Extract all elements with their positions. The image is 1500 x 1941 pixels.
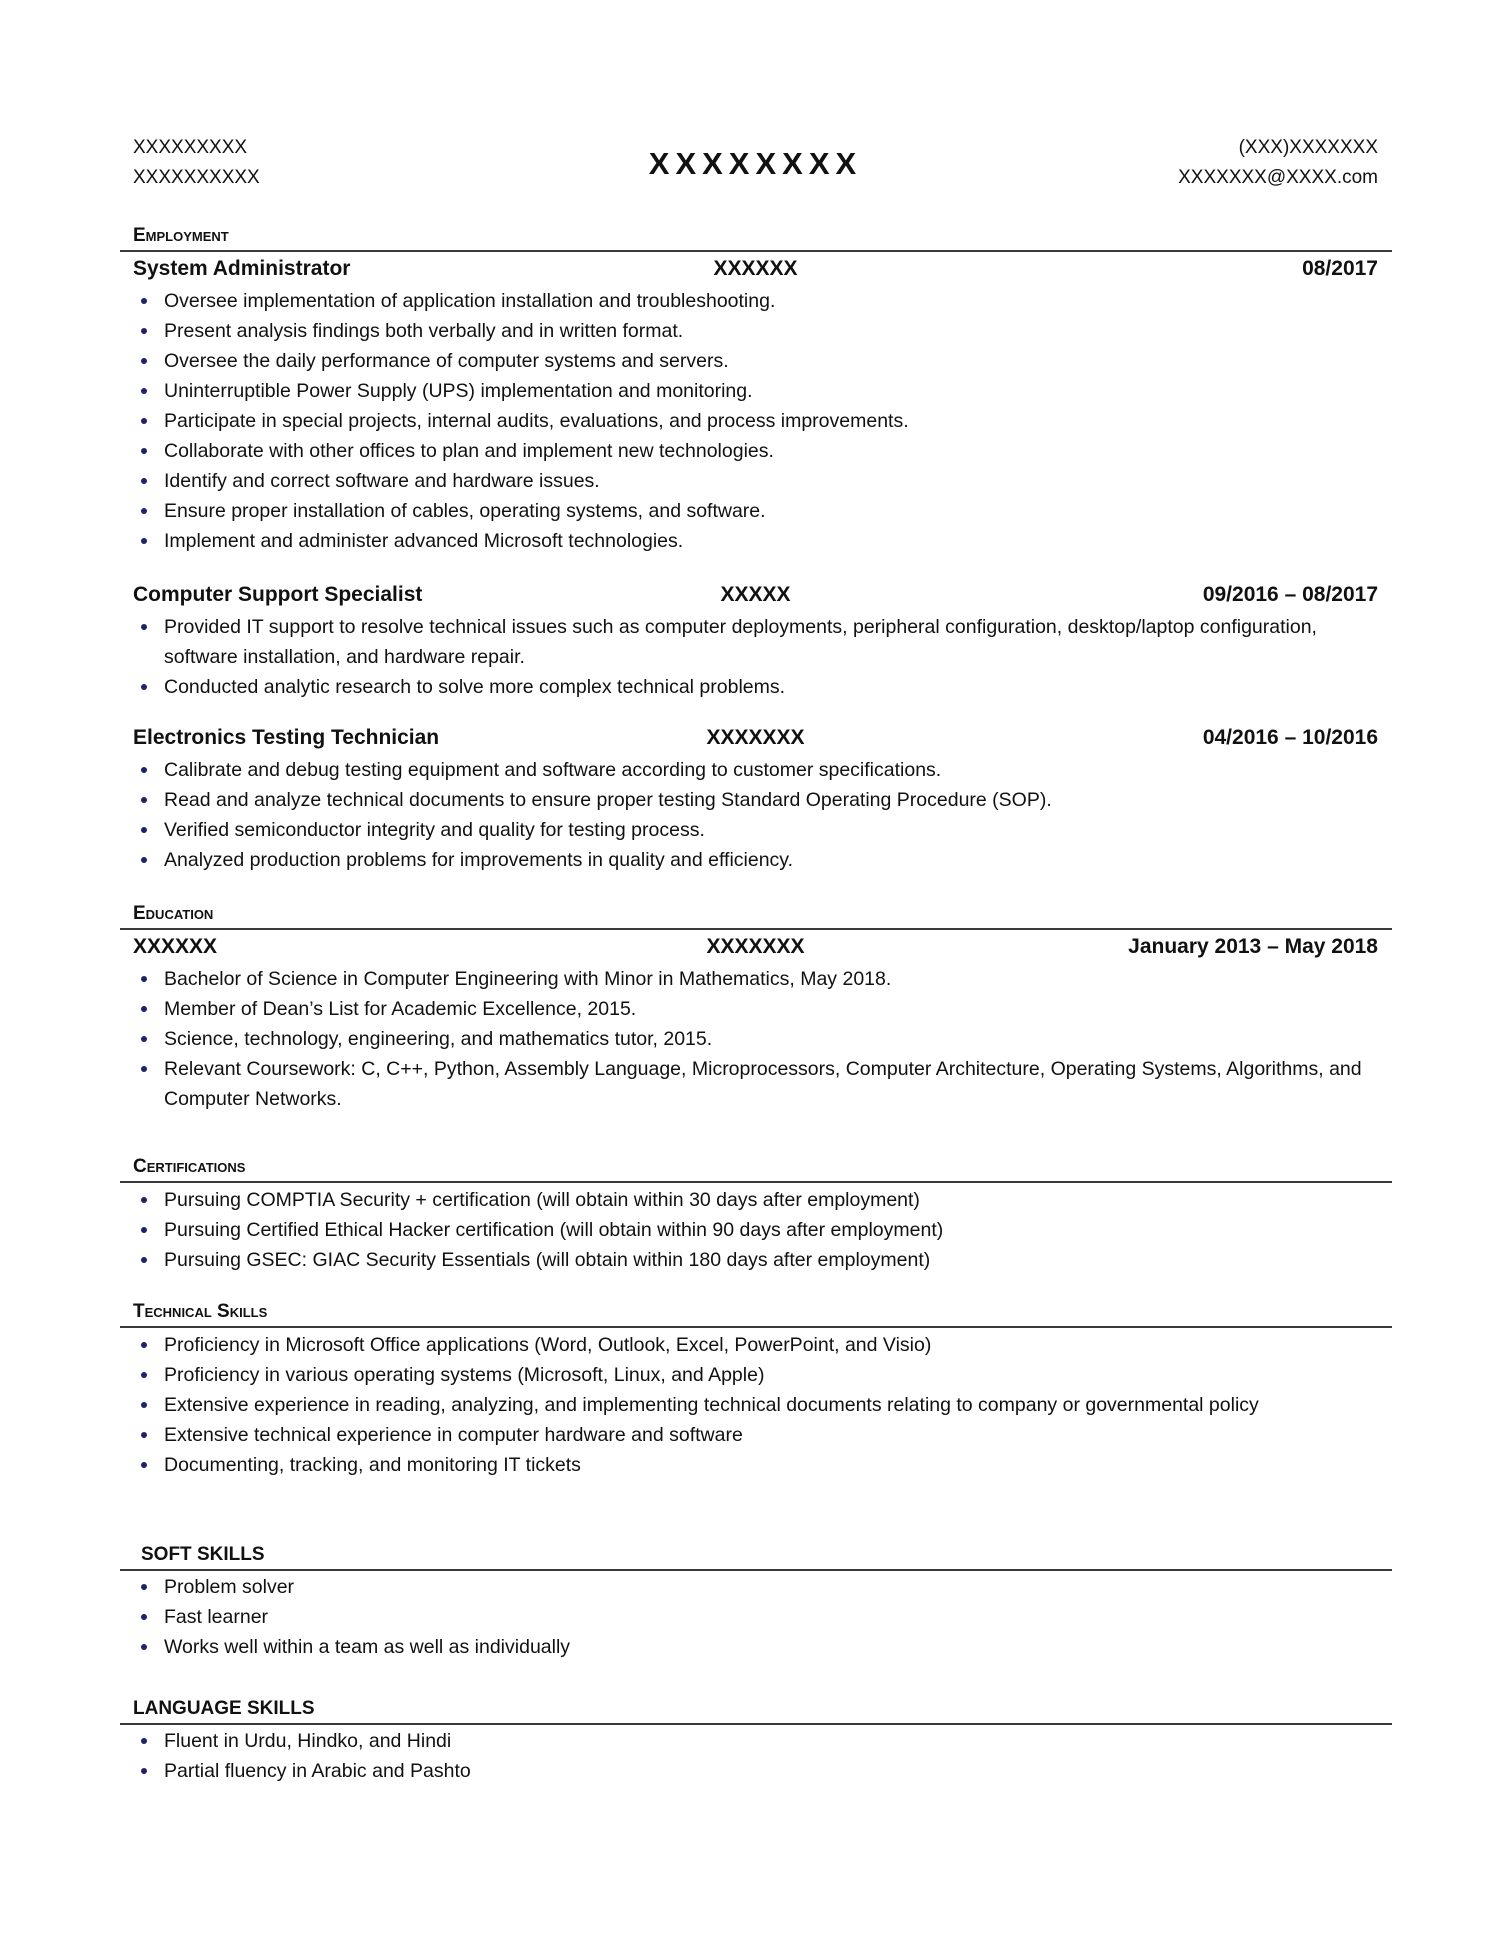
- job-dates: 09/2016 – 08/2017: [1202, 583, 1378, 606]
- list-item: [120, 1390, 1379, 1420]
- bullet-text: Analyzed production problems for improvements in quality and efficiency.: [164, 849, 794, 871]
- bullet-icon: [141, 1006, 147, 1012]
- bullet-icon: [141, 478, 147, 484]
- education-section: [120, 902, 1392, 1114]
- contact-info-block: [1178, 133, 1378, 193]
- job-dates: 08/2017: [1302, 257, 1378, 280]
- bullet-text: Works well within a team as well as individually: [164, 1636, 571, 1658]
- technical-skills-bullets: [120, 1330, 1392, 1480]
- section-heading: [120, 1697, 1392, 1725]
- list-item: [120, 286, 1379, 316]
- list-item: [120, 316, 1379, 346]
- bullet-icon: [141, 298, 147, 304]
- bullet-text: Fast learner: [164, 1606, 269, 1628]
- bullet-text: Implement and administer advanced Microsoft technologies.: [164, 530, 684, 552]
- list-item: [120, 1420, 1379, 1450]
- bullet-text: Identify and correct software and hardware issues.: [164, 470, 600, 492]
- list-item: [120, 376, 1379, 406]
- bullet-icon: [141, 767, 147, 773]
- bullet-icon: [141, 1432, 147, 1438]
- job-header: [133, 721, 1378, 755]
- list-item: [120, 845, 1379, 875]
- bullet-text: Calibrate and debug testing equipment and software according to customer specifications.: [164, 759, 942, 781]
- bullet-text: Oversee the daily performance of computer systems and servers.: [164, 350, 729, 372]
- bullet-text: Uninterruptible Power Supply (UPS) implementation and monitoring.: [164, 380, 753, 402]
- bullet-icon: [141, 1644, 147, 1650]
- language-skills-bullets: [120, 1726, 1392, 1786]
- list-item: [120, 526, 1379, 556]
- section-heading: [120, 224, 1392, 252]
- list-item: [120, 755, 1379, 785]
- list-item: [120, 1245, 1379, 1275]
- bullet-icon: [141, 1768, 147, 1774]
- list-item: [120, 1360, 1379, 1390]
- job-bullets: [120, 612, 1392, 702]
- certifications-section: [120, 1155, 1392, 1275]
- bullet-text: Member of Dean’s List for Academic Excellence, 2015.: [164, 998, 637, 1020]
- bullet-icon: [141, 508, 147, 514]
- bullet-icon: [141, 448, 147, 454]
- employment-section: [120, 224, 1392, 252]
- job-header: [133, 578, 1378, 612]
- school-name: XXXXXX: [133, 935, 218, 958]
- job-company: XXXXX: [720, 583, 791, 606]
- soft-skills-bullets: [120, 1572, 1392, 1662]
- bullet-text: Proficiency in various operating systems (Microsoft, Linux, and Apple): [164, 1364, 765, 1386]
- job-bullets: [120, 286, 1392, 556]
- bullet-icon: [141, 1372, 147, 1378]
- section-heading: [120, 1543, 1392, 1571]
- bullet-icon: [141, 1066, 147, 1072]
- bullet-text: Bachelor of Science in Computer Engineering with Minor in Mathematics, May 2018.: [164, 968, 892, 990]
- bullet-icon: [141, 418, 147, 424]
- address-line-2: XXXXXXXXXX: [133, 167, 260, 188]
- bullet-text: Science, technology, engineering, and mathematics tutor, 2015.: [164, 1028, 713, 1050]
- candidate-name: XXXXXXXX: [648, 146, 863, 181]
- bullet-icon: [141, 1584, 147, 1590]
- bullet-text: Fluent in Urdu, Hindko, and Hindi: [164, 1730, 452, 1752]
- certifications-bullets: [120, 1185, 1392, 1275]
- bullet-text: Problem solver: [164, 1576, 295, 1598]
- bullet-icon: [141, 1036, 147, 1042]
- bullet-text: Read and analyze technical documents to ensure proper testing Standard Operating Procedure (SOP).: [164, 789, 1052, 811]
- bullet-text: Collaborate with other offices to plan and implement new technologies.: [164, 440, 774, 462]
- bullet-icon: [141, 1614, 147, 1620]
- job-title: Electronics Testing Technician: [133, 726, 440, 749]
- list-item: [120, 1185, 1379, 1215]
- bullet-icon: [141, 1257, 147, 1263]
- phone-number: (XXX)XXXXXXX: [1238, 137, 1378, 158]
- list-item: [120, 1054, 1379, 1114]
- bullet-text: Extensive technical experience in computer hardware and software: [164, 1424, 743, 1446]
- job-title: System Administrator: [133, 257, 351, 280]
- list-item: [120, 496, 1379, 526]
- list-item: [120, 346, 1379, 376]
- list-item: [120, 406, 1379, 436]
- list-item: [120, 1330, 1379, 1360]
- list-item: [120, 1632, 1379, 1662]
- bullet-icon: [141, 358, 147, 364]
- list-item: [120, 785, 1379, 815]
- job-company: XXXXXXX: [706, 726, 805, 749]
- education-header: [133, 930, 1378, 964]
- education-dates: January 2013 – May 2018: [1128, 935, 1378, 958]
- soft-skills-heading: SOFT SKILLS: [141, 1544, 265, 1565]
- list-item: [120, 1602, 1379, 1632]
- job-header: [133, 252, 1378, 286]
- education-heading: Education: [133, 903, 214, 924]
- bullet-text: Ensure proper installation of cables, operating systems, and software.: [164, 500, 766, 522]
- list-item: [120, 1024, 1379, 1054]
- bullet-text: Present analysis findings both verbally and in written format.: [164, 320, 684, 342]
- bullet-text: Extensive experience in reading, analyzing, and implementing technical documents relating to company or governmental policy: [164, 1394, 1259, 1416]
- job-entry: [120, 252, 1392, 556]
- bullet-text: Relevant Coursework: C, C++, Python, Assembly Language, Microprocessors, Computer Architecture, Operating Systems, Algorithms, and Computer Networks.: [164, 1058, 1362, 1110]
- list-item: [120, 672, 1379, 702]
- bullet-icon: [141, 1462, 147, 1468]
- section-heading: [120, 902, 1392, 930]
- technical-skills-heading: Technical Skills: [133, 1301, 268, 1322]
- bullet-icon: [141, 538, 147, 544]
- bullet-icon: [141, 857, 147, 863]
- bullet-text: Participate in special projects, internal audits, evaluations, and process improvements.: [164, 410, 909, 432]
- list-item: [120, 1726, 1379, 1756]
- section-heading: [120, 1300, 1392, 1328]
- bullet-icon: [141, 1197, 147, 1203]
- bullet-icon: [141, 1402, 147, 1408]
- bullet-icon: [141, 1738, 147, 1744]
- bullet-text: Oversee implementation of application installation and troubleshooting.: [164, 290, 776, 312]
- bullet-icon: [141, 328, 147, 334]
- job-company: XXXXXX: [713, 257, 798, 280]
- bullet-icon: [141, 976, 147, 982]
- bullet-icon: [141, 624, 147, 630]
- soft-skills-section: [120, 1543, 1392, 1662]
- bullet-text: Pursuing GSEC: GIAC Security Essentials (will obtain within 180 days after employment): [164, 1249, 931, 1271]
- list-item: [120, 1572, 1379, 1602]
- bullet-text: Partial fluency in Arabic and Pashto: [164, 1760, 471, 1782]
- job-bullets: [120, 755, 1392, 875]
- email-address: XXXXXXX@XXXX.com: [1178, 167, 1378, 188]
- bullet-icon: [141, 1342, 147, 1348]
- employment-heading: Employment: [133, 225, 229, 246]
- list-item: [120, 612, 1379, 672]
- bullet-icon: [141, 827, 147, 833]
- list-item: [120, 1756, 1379, 1786]
- language-skills-section: [120, 1697, 1392, 1786]
- technical-skills-section: [120, 1300, 1392, 1480]
- bullet-text: Verified semiconductor integrity and quality for testing process.: [164, 819, 705, 841]
- bullet-icon: [141, 388, 147, 394]
- list-item: [120, 466, 1379, 496]
- section-heading: [120, 1155, 1392, 1183]
- list-item: [120, 815, 1379, 845]
- job-entry: [120, 721, 1392, 875]
- list-item: [120, 994, 1379, 1024]
- list-item: [120, 1450, 1379, 1480]
- bullet-icon: [141, 684, 147, 690]
- list-item: [120, 436, 1379, 466]
- job-entry: [120, 578, 1392, 702]
- education-bullets: [120, 964, 1392, 1114]
- bullet-text: Conducted analytic research to solve more complex technical problems.: [164, 676, 786, 698]
- job-dates: 04/2016 – 10/2016: [1202, 726, 1378, 749]
- language-skills-heading: LANGUAGE SKILLS: [133, 1698, 315, 1719]
- bullet-text: Proficiency in Microsoft Office applications (Word, Outlook, Excel, PowerPoint, and Visio): [164, 1334, 932, 1356]
- list-item: [120, 964, 1379, 994]
- bullet-icon: [141, 797, 147, 803]
- address-line-1: XXXXXXXXX: [133, 137, 248, 158]
- bullet-text: Pursuing Certified Ethical Hacker certification (will obtain within 90 days after employment): [164, 1219, 944, 1241]
- bullet-text: Provided IT support to resolve technical issues such as computer deployments, peripheral configuration, desktop/laptop configuration, software installation, and hardware repair.: [164, 616, 1317, 668]
- list-item: [120, 1215, 1379, 1245]
- bullet-text: Pursuing COMPTIA Security + certification (will obtain within 30 days after employment): [164, 1189, 920, 1211]
- school-location: XXXXXXX: [706, 935, 805, 958]
- bullet-icon: [141, 1227, 147, 1233]
- certifications-heading: Certifications: [133, 1156, 246, 1177]
- job-title: Computer Support Specialist: [133, 583, 423, 606]
- bullet-text: Documenting, tracking, and monitoring IT tickets: [164, 1454, 581, 1476]
